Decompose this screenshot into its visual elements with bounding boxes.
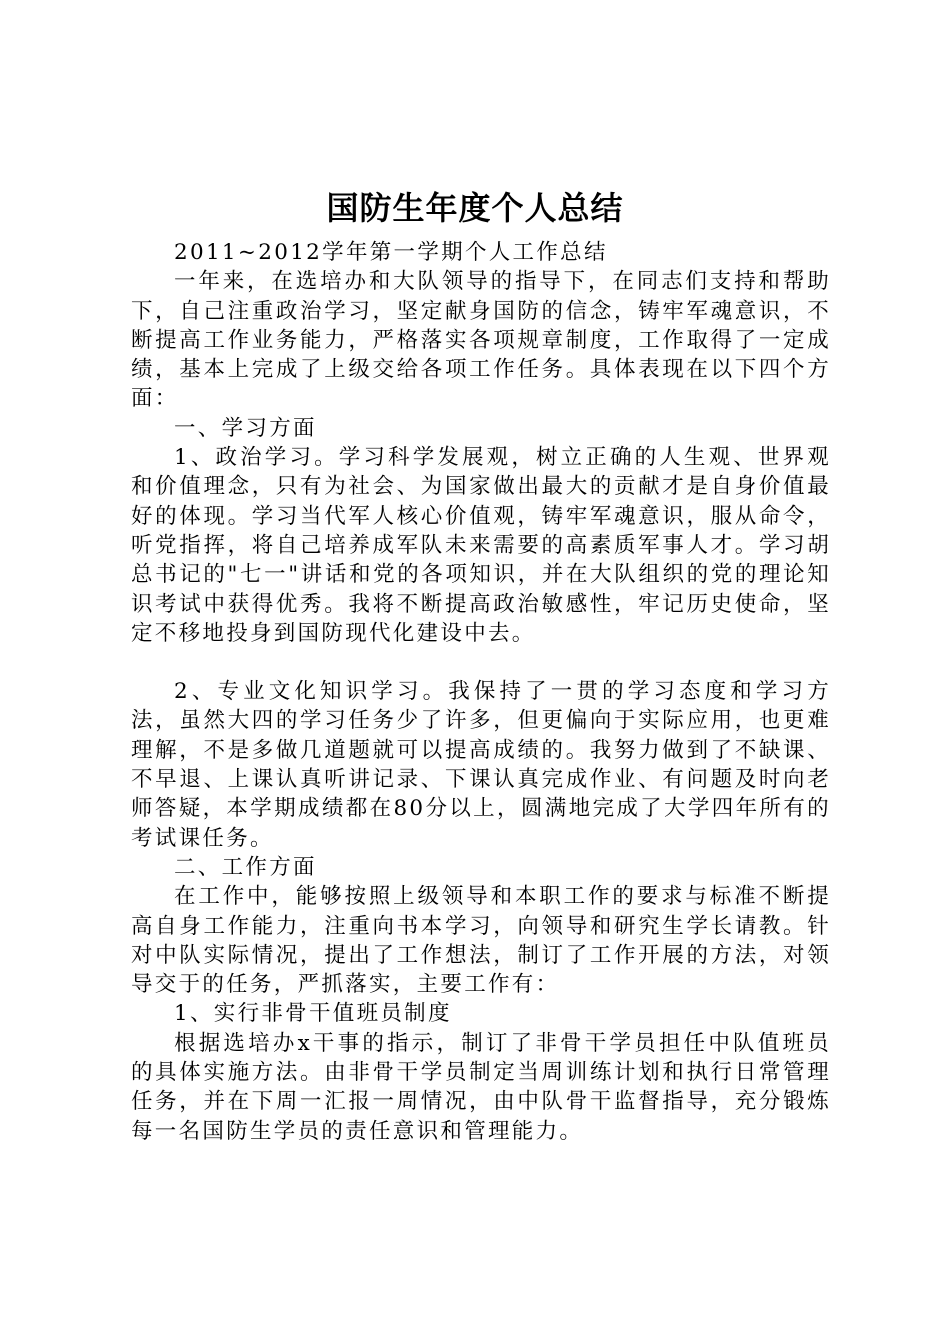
subtitle-paragraph: 2011~2012学年第一学期个人工作总结 [174, 240, 608, 265]
professional-study-paragraph: 2、专业文化知识学习。我保持了一贯的学习态度和学习方法，虽然大四的学习任务少了许多，但更偏向于实际应用，也更难理解，不是多做几道题就可以提高成绩的。我努力做到了不缺课、不早退、上课认真听讲记录、下课认真完成作业、有问题及时向老师答疑，本学期成绩都在80分以上，圆满地完成了大学四年所有的考试课任务。 [131, 679, 831, 851]
work-intro-paragraph: 在工作中，能够按照上级领导和本职工作的要求与标准不断提高自身工作能力，注重向书本学习，向领导和研究生学长请教。针对中队实际情况，提出了工作想法，制订了工作开展的方法，对领导交于的任务，严抓落实，主要工作有： [131, 884, 831, 998]
section-heading-study: 一、学习方面 [174, 415, 317, 441]
document-title: 国防生年度个人总结 [326, 189, 624, 227]
duty-system-paragraph: 根据选培办x干事的指示，制订了非骨干学员担任中队值班员的具体实施方法。由非骨干学员制定当周训练计划和执行日常管理任务，并在下周一汇报一周情况，由中队骨干监督指导，充分锻炼每一名国防生学员的责任意识和管理能力。 [131, 1030, 831, 1144]
subheading-duty-system: 1、实行非骨干值班员制度 [174, 1001, 452, 1027]
section-heading-work: 二、工作方面 [174, 854, 317, 880]
intro-paragraph: 一年来，在选培办和大队领导的指导下，在同志们支持和帮助下，自己注重政治学习，坚定献身国防的信念，铸牢军魂意识，不断提高工作业务能力，严格落实各项规章制度，工作取得了一定成绩，基本上完成了上级交给各项工作任务。具体表现在以下四个方面： [131, 269, 831, 412]
document-body [131, 238, 831, 1146]
political-study-paragraph: 1、政治学习。学习科学发展观，树立正确的人生观、世界观和价值理念，只有为社会、为国家做出最大的贡献才是自身价值最好的体现。学习当代军人核心价值观，铸牢军魂意识，服从命令，听党指挥，将自己培养成军队未来需要的高素质军事人才。学习胡总书记的"七一"讲话和党的各项知识，并在大队组织的党的理论知识考试中获得优秀。我将不断提高政治敏感性，牢记历史使命，坚定不移地投身到国防现代化建设中去。 [131, 445, 831, 646]
